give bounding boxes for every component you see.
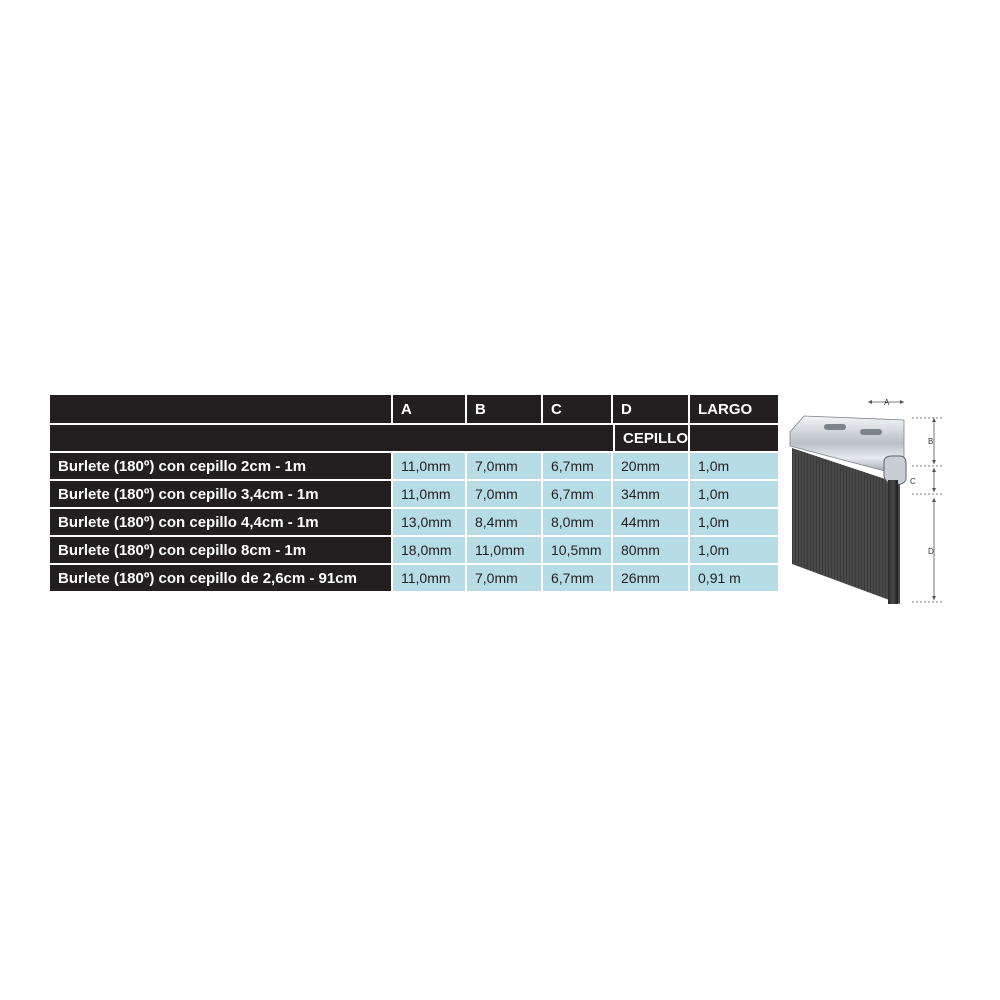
- cell-largo: 1,0m: [690, 479, 778, 507]
- cell-c: 6,7mm: [543, 563, 613, 591]
- cell-b: 8,4mm: [467, 507, 543, 535]
- brush-end: [888, 480, 898, 604]
- row-label: Burlete (180º) con cepillo 4,4cm - 1m: [50, 507, 393, 535]
- cell-largo: 1,0m: [690, 507, 778, 535]
- row-label: Burlete (180º) con cepillo 2cm - 1m: [50, 451, 393, 479]
- header-d: D: [613, 395, 690, 423]
- cell-b: 7,0mm: [467, 451, 543, 479]
- table-row: [50, 479, 778, 507]
- cell-c: 8,0mm: [543, 507, 613, 535]
- table-row: [50, 507, 778, 535]
- cell-d: 34mm: [613, 479, 690, 507]
- row-label: Burlete (180º) con cepillo 3,4cm - 1m: [50, 479, 393, 507]
- cell-b: 7,0mm: [467, 479, 543, 507]
- row-label: Burlete (180º) con cepillo 8cm - 1m: [50, 535, 393, 563]
- subheader-row: [50, 423, 778, 451]
- cell-d: 20mm: [613, 451, 690, 479]
- cell-b: 7,0mm: [467, 563, 543, 591]
- cell-a: 11,0mm: [393, 479, 467, 507]
- table-row: [50, 451, 778, 479]
- cell-c: 10,5mm: [543, 535, 613, 563]
- header-a: A: [393, 395, 467, 423]
- header-b: B: [467, 395, 543, 423]
- cell-a: 13,0mm: [393, 507, 467, 535]
- header-row: [50, 395, 778, 423]
- cell-a: 11,0mm: [393, 563, 467, 591]
- dim-label-c: C: [910, 477, 916, 486]
- cell-largo: 1,0m: [690, 535, 778, 563]
- cell-b: 11,0mm: [467, 535, 543, 563]
- header-c: C: [543, 395, 613, 423]
- cell-c: 6,7mm: [543, 479, 613, 507]
- brush-strip-diagram: [784, 388, 964, 614]
- row-label: Burlete (180º) con cepillo de 2,6cm - 91cm: [50, 563, 393, 591]
- spec-table: [50, 395, 778, 591]
- cell-d: 26mm: [613, 563, 690, 591]
- cell-a: 18,0mm: [393, 535, 467, 563]
- mounting-slot: [860, 429, 882, 435]
- subheader-blank-cell: [50, 423, 613, 451]
- dim-label-a: A: [884, 398, 890, 407]
- subheader-cepillo: CEPILLO: [613, 423, 690, 451]
- cell-largo: 1,0m: [690, 451, 778, 479]
- cell-d: 44mm: [613, 507, 690, 535]
- subheader-largo-blank: [690, 423, 778, 451]
- mounting-slot: [824, 424, 846, 430]
- cell-c: 6,7mm: [543, 451, 613, 479]
- header-largo: LARGO: [690, 395, 778, 423]
- dim-label-d: D: [928, 547, 934, 556]
- cell-d: 80mm: [613, 535, 690, 563]
- cell-largo: 0,91 m: [690, 563, 778, 591]
- header-blank-cell: [50, 395, 393, 423]
- table-row: [50, 563, 778, 591]
- cell-a: 11,0mm: [393, 451, 467, 479]
- table-row: [50, 535, 778, 563]
- dim-label-b: B: [928, 437, 934, 446]
